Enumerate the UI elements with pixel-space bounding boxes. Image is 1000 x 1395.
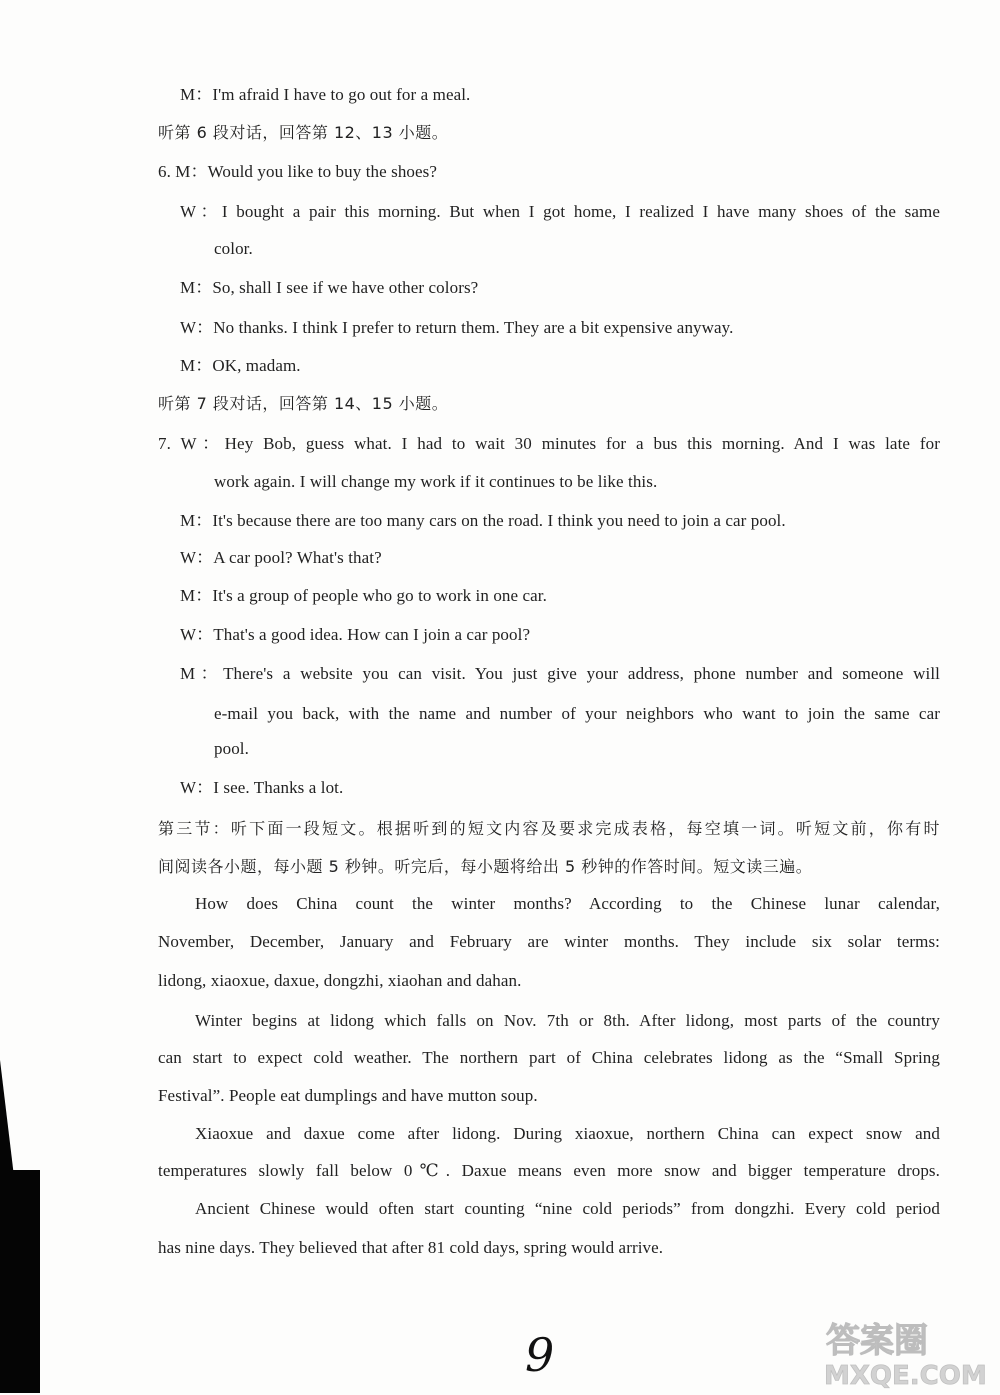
paragraph-line: can start to expect cold weather. The northern part of China celebrates lidong as the “Small Spring <box>158 1048 940 1067</box>
section-instruction: 听第 7 段对话，回答第 14、15 小题。 <box>158 394 449 413</box>
text-line: M：I'm afraid I have to go out for a meal. <box>180 85 471 104</box>
paragraph-line: Festival”. People eat dumplings and have mutton soup. <box>158 1086 538 1105</box>
paragraph-line: Ancient Chinese would often start counting “nine cold periods” from dongzhi. Every cold period <box>195 1199 940 1218</box>
text-line: W：I bought a pair this morning. But when I got home, I realized I have many shoes of the same <box>180 202 940 221</box>
text-line: 6. M：Would you like to buy the shoes? <box>158 162 438 181</box>
text-line: e-mail you back, with the name and number of your neighbors who want to join the same car <box>214 704 940 723</box>
paragraph-line: Xiaoxue and daxue come after lidong. During xiaoxue, northern China can expect snow and <box>195 1124 940 1143</box>
watermark-logo-text: 答案圈 <box>826 1321 928 1361</box>
text-line: W：No thanks. I think I prefer to return them. They are a bit expensive anyway. <box>180 318 734 337</box>
text-line: work again. I will change my work if it continues to be like this. <box>214 472 658 491</box>
text-line: M：OK, madam. <box>180 356 301 375</box>
text-line: W：A car pool? What's that? <box>180 548 382 567</box>
text-line: color. <box>214 239 253 258</box>
text-line: pool. <box>214 739 249 758</box>
paragraph-line: lidong, xiaoxue, daxue, dongzhi, xiaohan and dahan. <box>158 971 522 990</box>
watermark-logo <box>818 1312 988 1390</box>
section-instruction: 间阅读各小题，每小题 5 秒钟。听完后，每小题将给出 5 秒钟的作答时间。短文读三遍。 <box>158 857 813 876</box>
page-number: 9 <box>525 1328 555 1382</box>
paragraph-line: temperatures slowly fall below 0℃. Daxue means even more snow and bigger temperature drops. <box>158 1161 940 1180</box>
section-instruction: 第三节：听下面一段短文。根据听到的短文内容及要求完成表格，每空填一词。听短文前，你有时 <box>158 819 940 838</box>
text-line: W：I see. Thanks a lot. <box>180 778 344 797</box>
section-instruction: 听第 6 段对话，回答第 12、13 小题。 <box>158 123 449 142</box>
watermark-url-text: MXQE.COM <box>824 1361 987 1390</box>
text-line: M：There's a website you can visit. You just give your address, phone number and someone will <box>180 664 940 683</box>
text-line: M：It's because there are too many cars on the road. I think you need to join a car pool. <box>180 511 786 530</box>
text-line: W：That's a good idea. How can I join a car pool? <box>180 625 531 644</box>
watermark-logo-graphic <box>818 1312 988 1390</box>
scan-edge-shadow-fill <box>0 1170 40 1393</box>
text-line: 7. W：Hey Bob, guess what. I had to wait 30 minutes for a bus this morning. And I was late for <box>158 434 940 453</box>
paragraph-line: has nine days. They believed that after 81 cold days, spring would arrive. <box>158 1238 664 1257</box>
paragraph-line: November, December, January and February are winter months. They include six solar terms: <box>158 932 940 951</box>
text-line: M：It's a group of people who go to work in one car. <box>180 586 547 605</box>
paragraph-line: How does China count the winter months? According to the Chinese lunar calendar, <box>195 894 940 913</box>
paragraph-line: Winter begins at lidong which falls on Nov. 7th or 8th. After lidong, most parts of the country <box>195 1011 940 1030</box>
text-line: M：So, shall I see if we have other colors? <box>180 278 479 297</box>
